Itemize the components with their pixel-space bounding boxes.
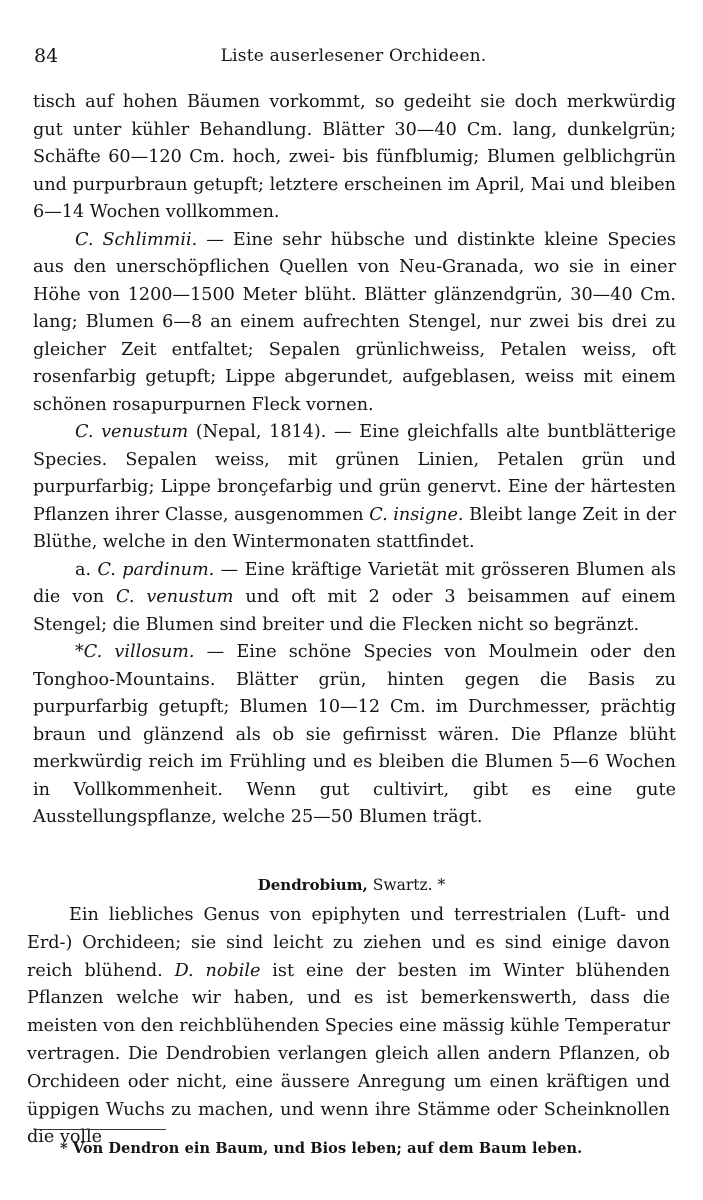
paragraph-c-schlimmii	[33, 227, 676, 420]
paragraph-continuation: tisch auf hohen Bäumen vorkommt, so gedeiht sie doch merkwürdig gut unter kühler Behandlung. Blätter 30—40 Cm. lang, dunkelgrün; Schäfte 60—120 Cm. hoch, zwei- bis fünfblumig; Blumen gelblichgrün und purpurbraun getupft; letztere erscheinen im April, Mai und bleiben 6—14 Wochen vollkommen.	[33, 92, 676, 222]
paragraph-text: (Nepal, 1814). — Eine gleichfalls alte buntblätterige Species. Sepalen weiss, mit grünen Linien, Petalen grün und purpurfarbig; Lippe bronçefarbig und grün genervt. Eine der härtesten Pflanzen ihrer Classe, ausgenommen	[33, 422, 676, 525]
species-reference: C. venustum	[116, 587, 234, 607]
species-reference: C. insigne.	[369, 504, 464, 525]
species-name: *C. villosum.	[75, 642, 195, 662]
footnote: * Von Dendron ein Baum, und Bios leben; auf dem Baum leben.	[60, 1140, 583, 1157]
species-name: C. venustum	[75, 422, 189, 442]
paragraph-text: ist eine der besten im Winter blühenden Pflanzen welche wir haben, und es ist bemerkenswerth, dass die meisten von den reichblühenden Species eine mässig kühle Temperatur vertragen. Die Dendrobien verlangen gleich allen andern Pflanzen, ob Orchideen oder nicht, eine äussere Anregung um einen kräftigen und üppigen Wuchs zu machen, und wenn ihre Stämme oder Scheinknollen die volle	[27, 960, 671, 1148]
page-header	[34, 45, 673, 73]
paragraph-c-villosum	[33, 639, 676, 832]
paragraph-text: Ein liebliches Genus von epiphyten und terrestrialen (Luft- und Erd-) Orchideen; sie sind leicht zu ziehen und es sind einige davon reich blühend.	[27, 905, 670, 981]
paragraph-c-venustum	[33, 419, 676, 557]
genus-author: Swartz. *	[367, 876, 446, 894]
species-reference: D. nobile	[174, 960, 261, 981]
paragraph-text: und oft mit 2 oder 3 beisammen auf einem Stengel; die Blumen sind breiter und die Flecken nicht so begränzt.	[33, 587, 676, 635]
genus-heading	[0, 876, 703, 894]
paragraph-dendrobium	[27, 902, 670, 1152]
page-number: 84	[34, 45, 59, 67]
paragraph-text: — Eine sehr hübsche und distinkte kleine Species aus den unerschöpflichen Quellen von Neu-Granada, wo sie in einer Höhe von 1200—1500 Meter blüht. Blätter glänzendgrün, 30—40 Cm. lang; Blumen 6—8 an einem aufrechten Stengel, nur zwei bis drei zu gleicher Zeit entfaltet; Sepalen grünlichweiss, Petalen weiss, oft rosenfarbig getupft; Lippe abgerundet, aufgeblasen, weiss mit einem schönen rosapurpurnen Fleck vornen.	[33, 229, 676, 415]
species-name: C. Schlimmii.	[75, 229, 198, 250]
species-name: C. pardinum.	[97, 559, 215, 580]
paragraph-text: — Eine schöne Species von Moulmein oder den Tonghoo-Mountains. Blätter grün, hinten gegen die Basis zu purpurfarbig getupft; Blumen 10—12 Cm. im Durchmesser, prächtig braun und glänzend als ob sie gefirnisst wären. Die Pflanze blüht merkwürdig reich im Frühling und es bleiben die Blumen 5—6 Wochen in Vollkommenheit. Wenn gut cultivirt, gibt es eine gute Ausstellungspflanze, welche 25—50 Blumen trägt.	[33, 642, 676, 827]
footnote-rule	[34, 1129, 166, 1130]
running-title: Liste auserlesener Orchideen.	[220, 46, 487, 66]
paragraph-text: Bleibt lange Zeit in der Blüthe, welche in den Wintermonaten stattfindet.	[33, 504, 677, 552]
body-text-section-2	[27, 902, 670, 1152]
body-text-section-1	[33, 89, 676, 832]
variety-marker: a.	[75, 559, 98, 580]
paragraph-text: — Eine kräftige Varietät mit grösseren Blumen als die von	[33, 559, 676, 607]
genus-name: Dendrobium,	[257, 876, 368, 894]
paragraph-c-pardinum	[33, 557, 676, 640]
